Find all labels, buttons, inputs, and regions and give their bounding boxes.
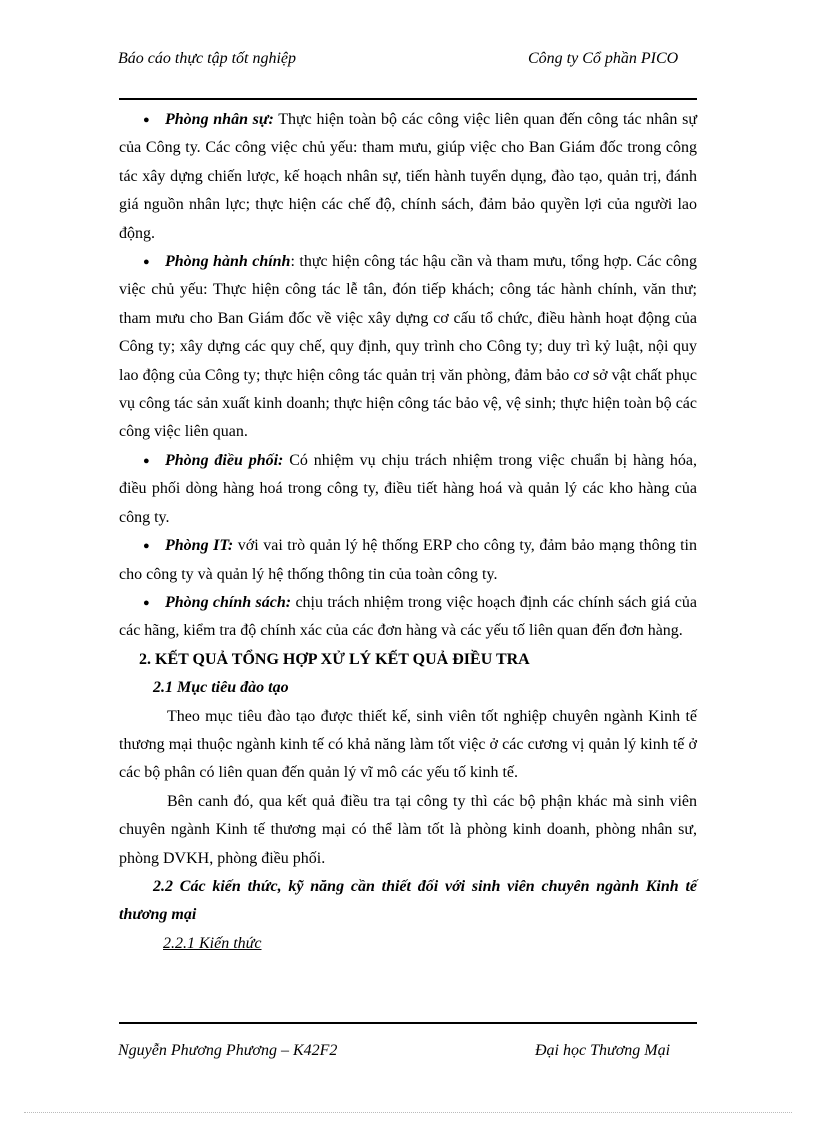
bullet-dot-icon: ●	[143, 454, 150, 467]
bullet-label: Phòng IT:	[165, 537, 234, 555]
bullet-dot-icon: ●	[143, 596, 150, 609]
bullet-label: Phòng chính sách:	[165, 593, 292, 611]
paragraph-other-departments: Bên canh đó, qua kết quả điều tra tại công ty thì các bộ phận khác mà sinh viên chuyên ngành Kinh tế thương mại có thể làm tốt là phòng kinh doanh, phòng nhân sư, phòng DVKH, phòng điều phối.	[119, 792, 697, 867]
header-divider	[119, 98, 697, 100]
header-report-title: Báo cáo thực tập tốt nghiệp	[118, 50, 297, 67]
footer-author: Nguyễn Phương Phương – K42F2	[118, 1042, 338, 1059]
bullet-coordination-department	[119, 447, 697, 532]
bullet-text: với vai trò quản lý hệ thống ERP cho công ty, đảm bảo mạng thông tin cho công ty và quản lý hệ thống thông tin của toàn công ty.	[119, 537, 697, 583]
bullet-label: Phòng điều phối:	[165, 451, 284, 469]
subsection-heading-training-goals: 2.1 Mục tiêu đào tạo	[153, 679, 289, 697]
bullet-dot-icon: ●	[143, 256, 150, 269]
bullet-text: Thực hiện toàn bộ các công việc liên quan đến công tác nhân sự của Công ty. Các công việc chủ yếu: tham mưu, giúp việc cho Ban Giám đốc trong công tác xây dựng chiến lược, kế hoạch nhân sự, tiến hành tuyển dụng, đào tạo, quản trị, đánh giá nguồn nhân lực; thực hiện các chế độ, chính sách, đảm bảo quyền lợi của người lao động.	[119, 111, 697, 242]
bullet-text: : thực hiện công tác hậu cần và tham mưu, tổng hợp. Các công việc chủ yếu: Thực hiện công tác lễ tân, đón tiếp khách; công tác hành chính, văn thư; tham mưu cho Ban Giám đốc về việc xây dựng cơ cấu tổ chức, điều hành hoạt động của Công ty; xây dựng các quy chế, quy định, quy trình cho Công ty; duy trì kỷ luật, nội quy lao động của Công ty; thực hiện công tác quản trị văn phòng, đảm bảo cơ sở vật chất phục vụ công tác sản xuất kinh doanh; thực hiện công tác bảo vệ, vệ sinh; thực hiện toàn bộ các công việc liên quan.	[119, 253, 698, 441]
page-body	[119, 106, 697, 958]
subsubsection-heading-knowledge: 2.2.1 Kiến thức	[163, 934, 262, 952]
bullet-text: Có nhiệm vụ chịu trách nhiệm trong việc chuẩn bị hàng hóa, điều phối dòng hàng hoá trong công ty, điều tiết hàng hoá và quản lý các kho hàng của công ty.	[119, 451, 698, 526]
bullet-policy-department	[119, 589, 697, 646]
bullet-label: Phòng nhân sự:	[165, 111, 274, 128]
section-heading: 2. KẾT QUẢ TỔNG HỢP XỬ LÝ KẾT QUẢ ĐIỀU TRA	[139, 650, 530, 668]
header-company-name: Công ty Cổ phần PICO	[528, 50, 679, 67]
footer-university: Đại học Thương Mại	[535, 1042, 671, 1059]
paragraph-training-goals: Theo mục tiêu đào tạo được thiết kế, sinh viên tốt nghiệp chuyên ngành Kinh tế thương mại thuộc ngành kinh tế có khả năng làm tốt việc ở các cương vị quản lý kinh tế ở các bộ phân có liên quan đến quản lý vĩ mô các yếu tố kinh tế.	[119, 707, 697, 782]
bullet-text: chịu trách nhiệm trong việc hoạch định các chính sách giá của các hãng, kiểm tra độ chính xác của các đơn hàng và các yếu tố liên quan đến đơn hàng.	[119, 593, 697, 640]
bullet-dot-icon: ●	[143, 540, 150, 553]
footer-divider	[119, 1022, 697, 1024]
bullet-hr-department	[119, 106, 697, 248]
bullet-dot-icon: ●	[143, 114, 150, 126]
bullet-label: Phòng hành chính	[165, 253, 291, 271]
bullet-admin-department	[119, 248, 697, 447]
bullet-it-department	[119, 532, 697, 589]
page-edge-dotted-line	[24, 1112, 792, 1113]
subsection-heading-skills: 2.2 Các kiến thức, kỹ năng cần thiết đối với sinh viên chuyên ngành Kinh tế thương mại	[119, 877, 697, 924]
